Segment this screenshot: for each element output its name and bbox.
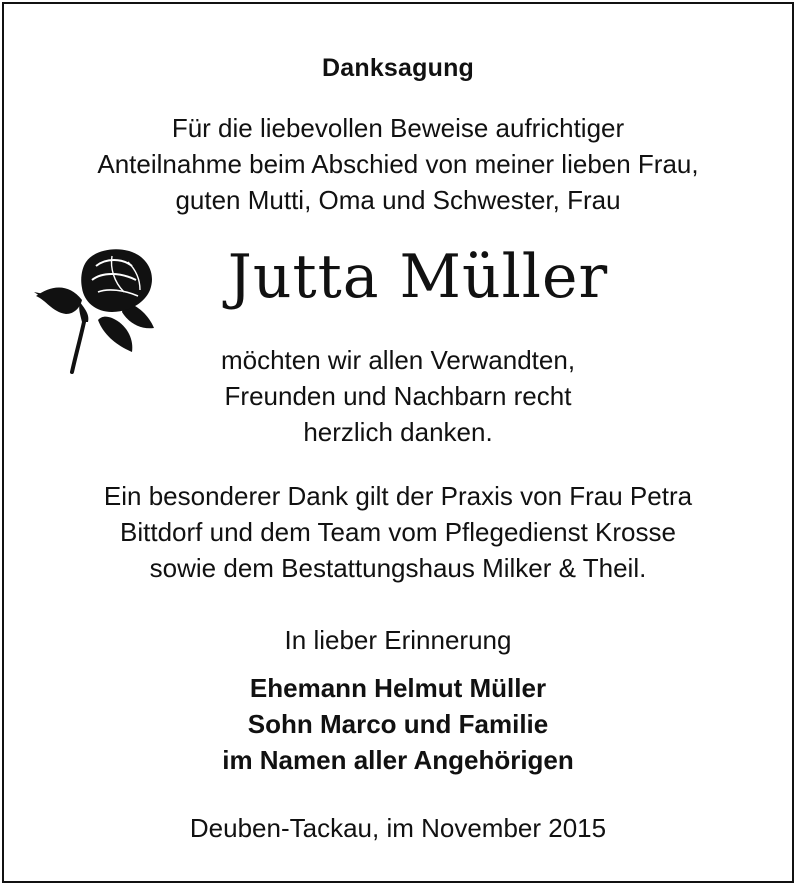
deceased-name: Jutta Müller (227, 242, 609, 312)
family-line-1: Ehemann Helmut Müller (249, 673, 547, 703)
thanks-line-2: Freunden und Nachbarn recht (224, 381, 572, 411)
special-thanks-line-2: Bittdorf und dem Team vom Pflegedienst Krosse (120, 517, 676, 547)
special-thanks-line-3: sowie dem Bestattungshaus Milker & Theil. (149, 553, 647, 583)
family-line-2: Sohn Marco und Familie (247, 709, 549, 739)
thanks-line-1: möchten wir allen Verwandten, (220, 345, 576, 375)
intro-line-2: Anteilnahme beim Abschied von meiner lieben Frau, (97, 149, 699, 179)
memory-line: In lieber Erinnerung (284, 625, 512, 655)
place-date: Deuben-Tackau, im November 2015 (189, 813, 607, 843)
intro-line-3: guten Mutti, Oma und Schwester, Frau (175, 185, 621, 215)
notice-heading: Danksagung (321, 54, 475, 82)
special-thanks-line-1: Ein besonderer Dank gilt der Praxis von Frau Petra (103, 481, 693, 511)
intro-line-1: Für die liebevollen Beweise aufrichtiger (171, 113, 625, 143)
obituary-notice (2, 2, 794, 883)
family-line-3: im Namen aller Angehörigen (222, 745, 574, 775)
thanks-line-3: herzlich danken. (303, 417, 493, 447)
